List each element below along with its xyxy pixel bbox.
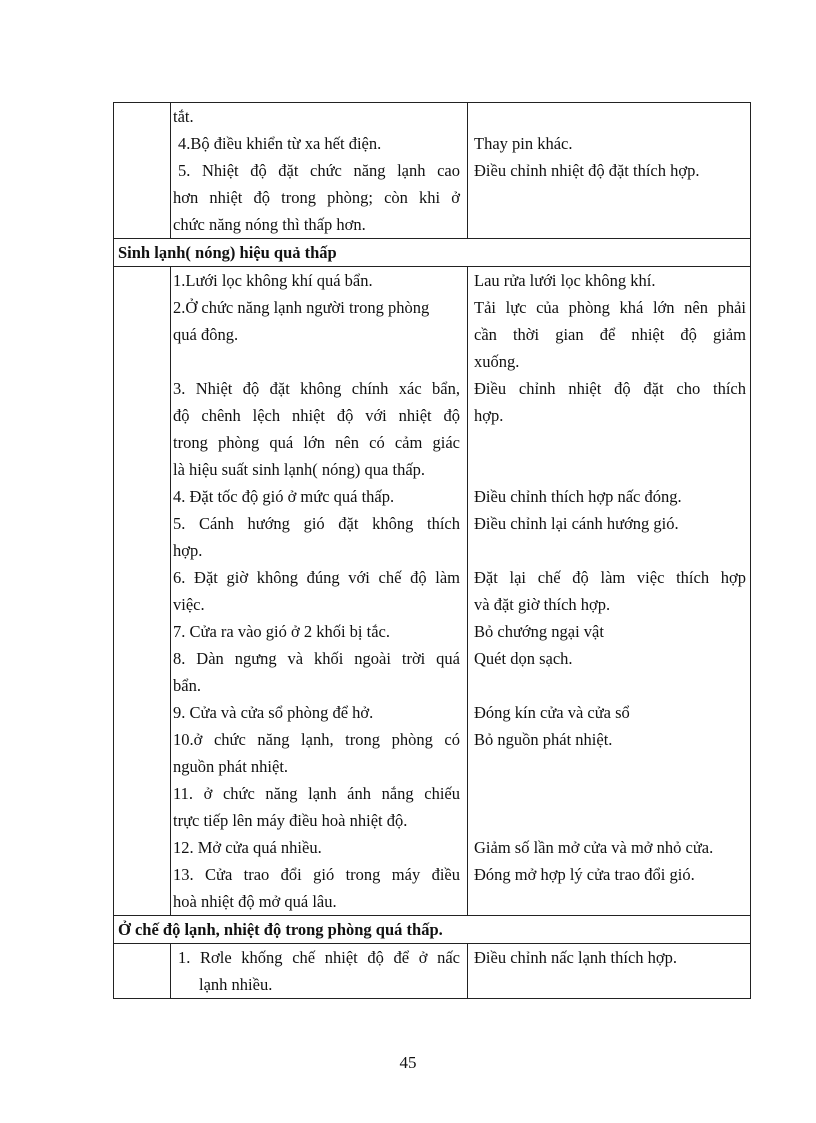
fix-line: Điều chỉnh thích hợp nấc đóng. — [474, 487, 682, 506]
cause-line: 5. Nhiệt độ đặt chức năng lạnh cao — [178, 161, 460, 180]
cause-line: trong phòng quá lớn nên có cảm giác — [173, 433, 460, 452]
fix-line: hợp. — [474, 406, 504, 425]
cause-line: việc. — [173, 595, 205, 614]
cause-line: 11. ở chức năng lạnh ánh nắng chiếu — [173, 784, 460, 803]
fix-line: Quét dọn sạch. — [474, 649, 573, 668]
fix-line: Lau rửa lưới lọc không khí. — [474, 271, 656, 290]
cause-line: lạnh nhiều. — [199, 975, 273, 994]
cause-line: 9. Cửa và cửa sổ phòng để hở. — [173, 703, 374, 722]
fix-line: Điều chỉnh nhiệt độ đặt cho thích — [474, 379, 746, 398]
cause-line: 2.Ở chức năng lạnh người trong phòng — [173, 298, 430, 317]
cause-line: 12. Mở cửa quá nhiều. — [173, 838, 322, 857]
fix-line: xuống. — [474, 352, 520, 371]
cause-line: là hiệu suất sinh lạnh( nóng) qua thấp. — [173, 460, 426, 479]
blank-cell — [114, 944, 171, 999]
fix-line: Điều chỉnh nhiệt độ đặt thích hợp. — [474, 161, 700, 180]
cause-line: nguồn phát nhiệt. — [173, 757, 289, 776]
cause-line: 13. Cửa trao đổi gió trong máy điều — [173, 865, 460, 884]
table-row — [114, 944, 751, 999]
cause-cell — [171, 267, 468, 916]
blank-cell — [114, 103, 171, 239]
section-row — [114, 916, 751, 944]
fix-line: và đặt giờ thích hợp. — [474, 595, 611, 614]
fix-line: Điều chỉnh lại cánh hướng gió. — [474, 514, 679, 533]
fix-line: Đóng mở hợp lý cửa trao đổi gió. — [474, 865, 695, 884]
cause-line: 10.ở chức năng lạnh, trong phòng có — [173, 730, 460, 749]
blank-cell — [114, 267, 171, 916]
cause-line: 4. Đặt tốc độ gió ở mức quá thấp. — [173, 487, 395, 506]
cause-line: hợp. — [173, 541, 203, 560]
page-number: 45 — [399, 1053, 417, 1072]
cause-line: tắt. — [173, 107, 194, 126]
cause-line: 1. Rơle khống chế nhiệt độ để ở nấc — [178, 948, 460, 967]
troubleshooting-table — [113, 102, 751, 999]
fix-line: Tải lực của phòng khá lớn nên phải — [474, 298, 746, 317]
cause-line: 6. Đặt giờ không đúng với chế độ làm — [173, 568, 460, 587]
cause-line: 5. Cánh hướng gió đặt không thích — [173, 514, 460, 533]
cause-cell — [171, 944, 468, 999]
fix-line: Thay pin khác. — [474, 134, 573, 153]
cause-line: hơn nhiệt độ trong phòng; còn khi ở — [173, 188, 460, 207]
cause-line: 8. Dàn ngưng và khối ngoài trời quá — [173, 649, 460, 668]
cause-line: 1.Lưới lọc không khí quá bẩn. — [173, 271, 373, 290]
cause-line: quá đông. — [173, 325, 239, 344]
fix-line: Đóng kín cửa và cửa sổ — [474, 703, 630, 722]
section-title: Ở chế độ lạnh, nhiệt độ trong phòng quá thấp. — [114, 916, 751, 944]
section-row — [114, 239, 751, 267]
cause-line: 4.Bộ điều khiển từ xa hết điện. — [178, 134, 382, 153]
cause-line: hoà nhiệt độ mở quá lâu. — [173, 892, 337, 911]
fix-cell — [468, 267, 751, 916]
fix-line: Đặt lại chế độ làm việc thích hợp — [474, 568, 746, 587]
fix-cell — [468, 103, 751, 239]
table-row — [114, 103, 751, 239]
fix-cell — [468, 944, 751, 999]
cause-line: chức năng nóng thì thấp hơn. — [173, 215, 366, 234]
cause-line: 7. Cửa ra vào gió ở 2 khối bị tắc. — [173, 622, 390, 641]
cause-line: trực tiếp lên máy điều hoà nhiệt độ. — [173, 811, 408, 830]
fix-line: Bỏ nguồn phát nhiệt. — [474, 730, 613, 749]
cause-line: bẩn. — [173, 676, 201, 695]
table-row — [114, 267, 751, 916]
fix-line: cần thời gian để nhiệt độ giảm — [474, 325, 746, 344]
cause-line: 3. Nhiệt độ đặt không chính xác bẩn, — [173, 379, 460, 398]
section-title: Sinh lạnh( nóng) hiệu quả thấp — [114, 239, 751, 267]
cause-cell — [171, 103, 468, 239]
fix-line: Giảm số lần mở cửa và mở nhỏ cửa. — [474, 838, 714, 857]
fix-line: Bỏ chướng ngại vật — [474, 622, 604, 641]
cause-line: độ chênh lệch nhiệt độ với nhiệt độ — [173, 406, 460, 425]
fix-line: Điều chỉnh nấc lạnh thích hợp. — [474, 948, 678, 967]
